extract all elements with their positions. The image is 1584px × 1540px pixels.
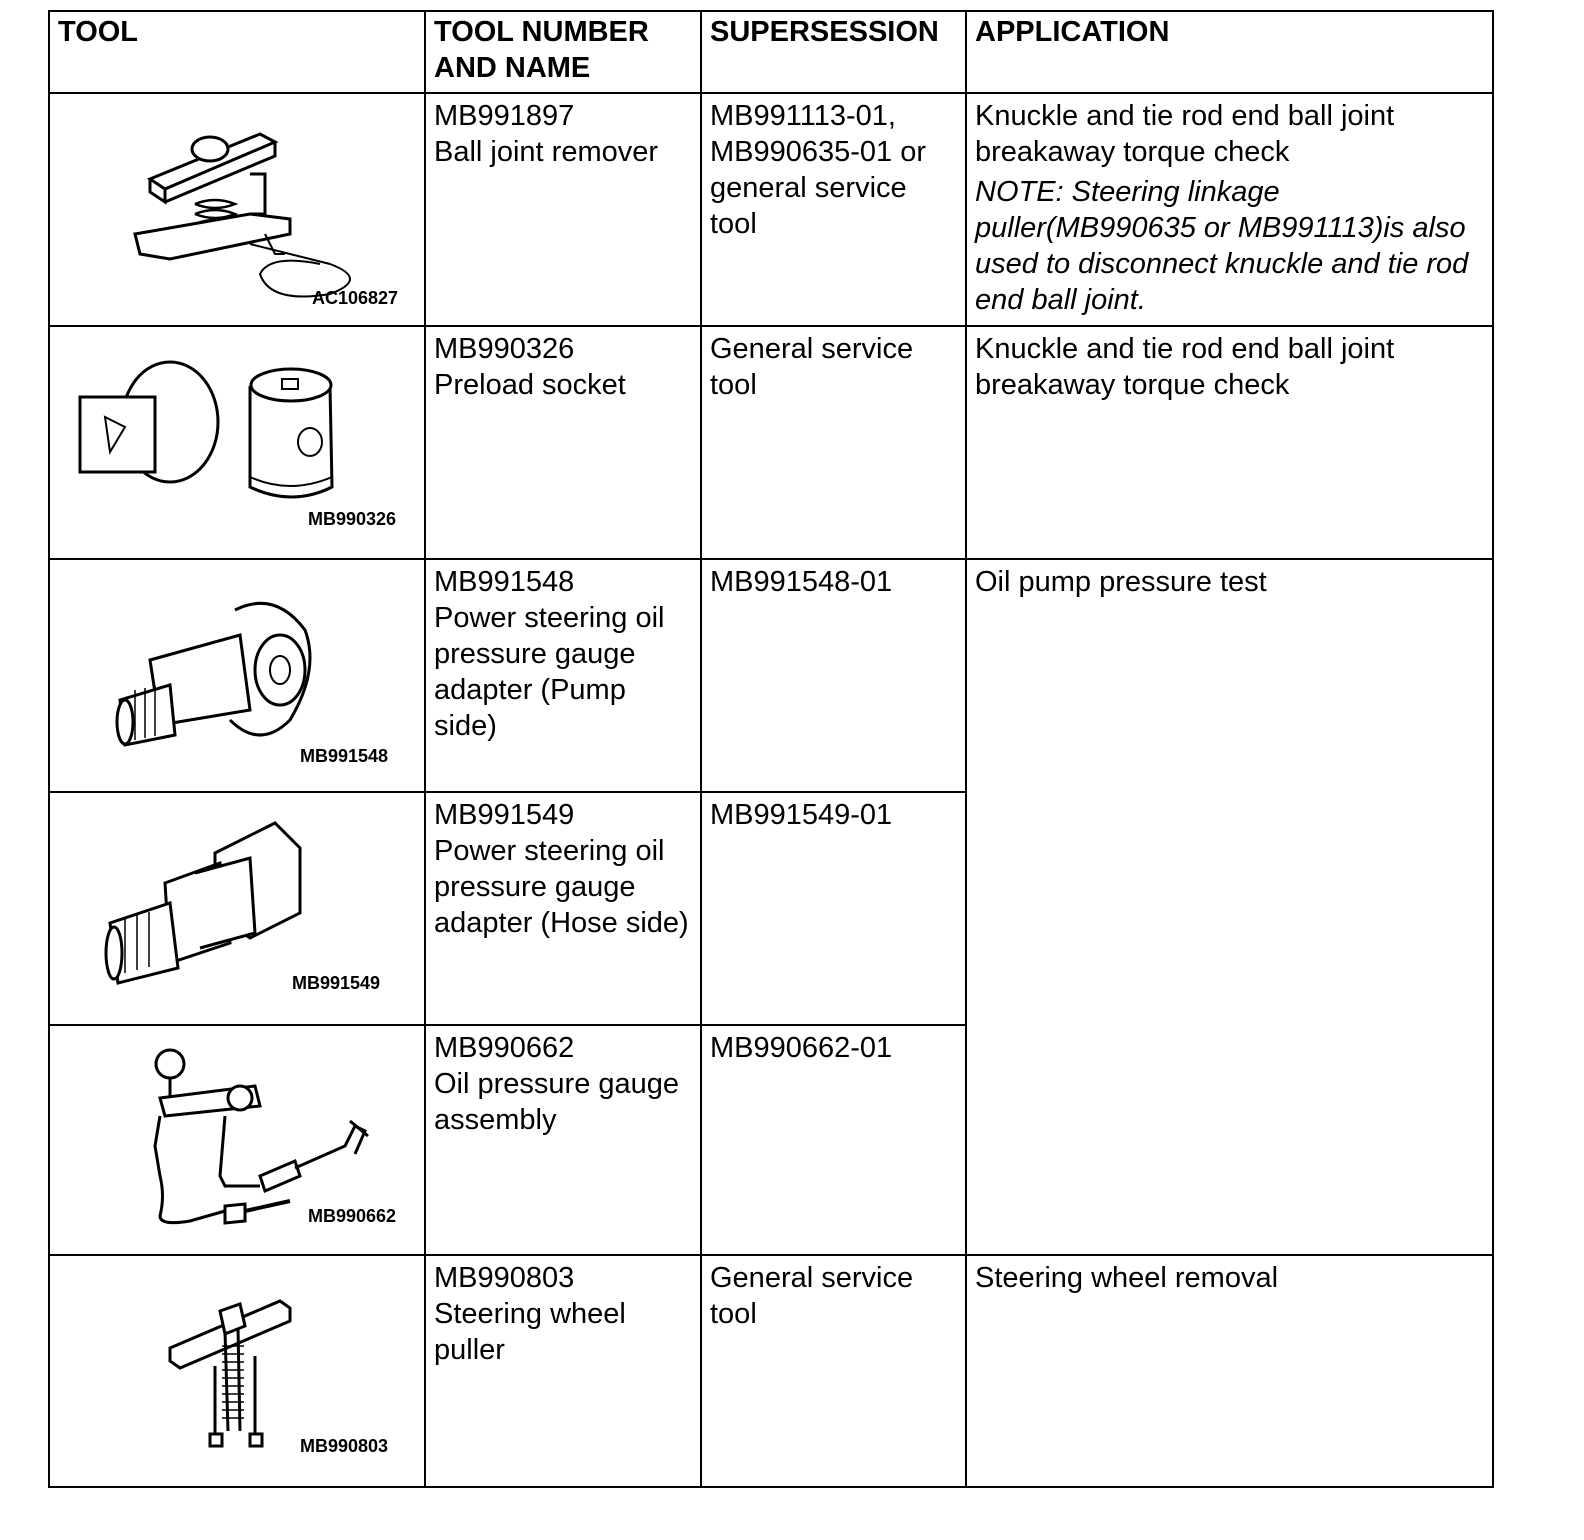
header-supersession: SUPERSESSION [701, 11, 966, 93]
application-cell: Knuckle and tie rod end ball joint breakaway torque check [966, 326, 1493, 559]
tool-number-name-cell [425, 559, 701, 792]
tool-name: Oil pressure gauge assembly [434, 1068, 680, 1136]
tool-number: MB991897 [434, 100, 575, 132]
tool-name: Power steering oil pressure gauge adapter (Pump side) [434, 602, 665, 742]
table-row [49, 559, 1493, 792]
header-row [49, 11, 1493, 93]
table-row [49, 1255, 1493, 1487]
tool-number: MB990803 [434, 1262, 575, 1294]
supersession-cell: MB991548-01 [701, 559, 966, 792]
tool-name: Ball joint remover [434, 136, 659, 168]
tool-number: MB991548 [434, 566, 575, 598]
figure-label: MB990662 [308, 1206, 397, 1226]
supersession-cell: MB990662-01 [701, 1025, 966, 1255]
tool-name: Steering wheel puller [434, 1298, 626, 1366]
supersession-cell: General service tool [701, 326, 966, 559]
tool-number-name-cell [425, 1255, 701, 1487]
header-application: APPLICATION [966, 11, 1493, 93]
tool-name: Power steering oil pressure gauge adapter (Hose side) [434, 835, 689, 939]
application-cell: Steering wheel removal [966, 1255, 1493, 1487]
figure-label: MB991548 [300, 746, 389, 766]
tool-number: MB990662 [434, 1032, 575, 1064]
tool-number: MB991549 [434, 799, 575, 831]
tool-figure-cell [49, 1255, 425, 1487]
table-row [49, 93, 1493, 326]
header-tool-number-and-name: TOOL NUMBER AND NAME [425, 11, 701, 93]
figure-label: MB990326 [308, 509, 397, 529]
tool-figure-cell [49, 326, 425, 559]
special-tools-table [48, 10, 1494, 1488]
table-row [49, 326, 1493, 559]
tool-number: MB990326 [434, 333, 575, 365]
figure-label: MB990803 [300, 1436, 389, 1456]
figure-label: MB991549 [292, 973, 381, 993]
figure-label: AC106827 [312, 288, 399, 308]
supersession-cell: General service tool [701, 1255, 966, 1487]
tool-number-name-cell [425, 792, 701, 1025]
tool-figure-cell [49, 792, 425, 1025]
supersession-cell: MB991549-01 [701, 792, 966, 1025]
application-text: Knuckle and tie rod end ball joint breakaway torque check [975, 100, 1395, 168]
application-cell: Oil pump pressure test [966, 559, 1493, 1255]
application-cell [966, 93, 1493, 326]
tool-number-name-cell [425, 1025, 701, 1255]
tool-number-name-cell [425, 326, 701, 559]
tool-figure-cell [49, 93, 425, 326]
tool-number-name-cell [425, 93, 701, 326]
application-note: NOTE: Steering linkage puller(MB990635 or MB991113)is also used to disconnect knuckle and tie rod end ball joint. [975, 176, 1469, 316]
supersession-cell: MB991113-01, MB990635-01 or general service tool [701, 93, 966, 326]
tool-figure-cell [49, 559, 425, 792]
tool-figure-cell [49, 1025, 425, 1255]
header-tool: TOOL [49, 11, 425, 93]
tool-name: Preload socket [434, 369, 626, 401]
